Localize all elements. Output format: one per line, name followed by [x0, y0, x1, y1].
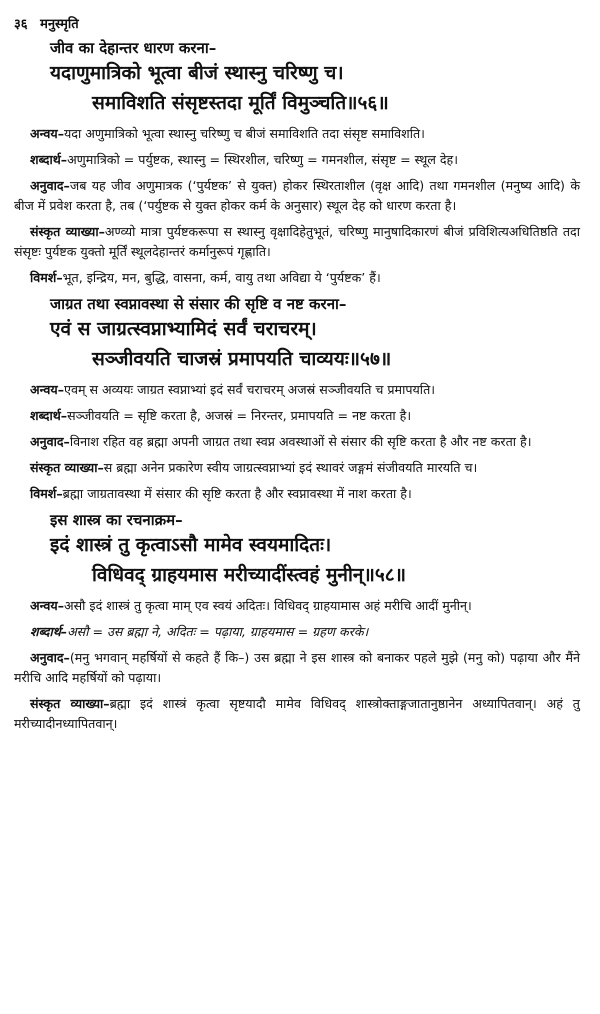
paragraph-text: ब्रह्मा जाग्रतावस्था में संसार की सृष्टि करता है और स्वप्नावस्था में नाश करता है। [62, 486, 412, 501]
sanskrit-vyakhya-paragraph [14, 222, 580, 262]
sanskrit-vyakhya-paragraph [14, 458, 580, 478]
verse-line: समाविशति संसृष्टस्तदा मूर्तिं विमुञ्चति॥५६॥ [92, 92, 389, 114]
shabdarth-paragraph [14, 622, 580, 642]
paragraph-text: असौ इदं शास्त्रं तु कृत्वा माम् एव स्वयं अदितः। विधिवद् ग्राहयामास अहं मरीचि आदीं मुनीन्। [64, 598, 472, 613]
paragraph-label: विमर्श– [30, 486, 63, 501]
section-58 [14, 510, 580, 734]
paragraph-text: एवम् स अव्ययः जाग्रत स्वप्नाभ्यां इदं सर्वं चराचरम् अजस्रं सञ्जीवयति च प्रमापयति। [64, 382, 436, 397]
paragraph-label: अनुवाद– [30, 650, 70, 665]
section-56 [14, 38, 580, 288]
verse-line: यदाणुमात्रिको भूत्वा बीजं स्थास्नु चरिष्णु च। [50, 62, 344, 84]
shloka-verse [14, 530, 580, 590]
section-heading: जीव का देहान्तर धारण करना– [50, 39, 217, 57]
paragraph-text: अण्व्यो मात्रा पुर्यष्टकरूपा स स्थास्नु वृक्षादिहेतुभूतं, चरिष्णु मानुषादिकारणं बीजं प्रविशित्यअधितिष्ठति तदा संसृष्टः पुर्यष्टक युक्तो मूर्तिं स्थूलदेहान्तरं कर्मानुरूपं गृह्णाति। [14, 224, 580, 259]
verse-line: विधिवद् ग्राहयमास मरीच्यादींस्त्वहं मुनीन्॥५८॥ [92, 564, 406, 586]
paragraph-label: अन्वय– [30, 598, 64, 613]
paragraph-text: ब्रह्मा इदं शास्त्रं कृत्वा सृष्टयादौ मामेव विधिवद् शास्त्रोक्ताङ्गजातानुष्ठानेन अध्यापितवान्। अहं तु मरीच्यादीनध्यापितवान्। [14, 696, 580, 731]
section-57 [14, 294, 580, 504]
paragraph-label: संस्कृत व्याख्या– [30, 224, 105, 239]
vimarsh-paragraph [14, 268, 580, 288]
paragraph-label: अन्वय– [30, 126, 64, 141]
paragraph-text: विनाश रहित वह ब्रह्मा अपनी जाग्रत तथा स्वप्न अवस्थाओं से संसार की सृष्टि करता है और नष्ट करता है। [69, 434, 532, 449]
paragraph-label: संस्कृत व्याख्या– [30, 696, 110, 711]
paragraph-label: विमर्श– [30, 270, 63, 285]
anuvad-paragraph [14, 648, 580, 688]
paragraph-label: शब्दार्थ– [30, 624, 68, 639]
page-number: ३६ [14, 17, 28, 32]
anvaya-paragraph [14, 380, 580, 400]
anuvad-paragraph [14, 432, 580, 452]
sanskrit-vyakhya-paragraph [14, 694, 580, 734]
shloka-verse [14, 314, 580, 374]
anvaya-paragraph [14, 124, 580, 144]
paragraph-label: शब्दार्थ– [30, 408, 68, 423]
section-heading: जाग्रत तथा स्वप्नावस्था से संसार की सृष्टि व नष्ट करना– [50, 295, 347, 313]
page-header [14, 14, 580, 32]
paragraph-text: (मनु भगवान् महर्षियों से कहते हैं कि–) उस ब्रह्मा ने इस शास्त्र को बनाकर पहले मुझे (मनु को) पढ़ाया और मैंने मरीचि आदि महर्षियों को पढ़ाया। [14, 650, 580, 685]
paragraph-text: जब यह जीव अणुमात्रक (‘पुर्यष्टक’ से युक्त) होकर स्थिरताशील (वृक्ष आदि) तथा गमनशील (मनुष्य आदि) के बीज में प्रवेश करता है, तब (‘पर्युष्टक से युक्त होकर कर्म के अनुसार) स्थूल देह को धारण करता है। [14, 178, 580, 213]
verse-line: सञ्जीवयति चाजस्रं प्रमापयति चाव्ययः॥५७॥ [92, 348, 392, 370]
paragraph-text: भूत, इन्द्रिय, मन, बुद्धि, वासना, कर्म, वायु तथा अविद्या ये ‘पुर्यष्टक’ हैं। [62, 270, 381, 285]
shabdarth-paragraph [14, 150, 580, 170]
paragraph-label: संस्कृत व्याख्या– [30, 460, 104, 475]
paragraph-text: असौ = उस ब्रह्मा ने, अदितः = पढ़ाया, ग्राहयमास = ग्रहण करके। [67, 624, 369, 639]
verse-line: इदं शास्त्रं तु कृत्वाऽसौ मामेव स्वयमादितः। [50, 534, 332, 556]
paragraph-label: शब्दार्थ– [30, 152, 68, 167]
shabdarth-paragraph [14, 406, 580, 426]
shloka-verse [14, 58, 580, 118]
paragraph-text: स ब्रह्मा अनेन प्रकारेण स्वीय जाग्रत्स्वप्नाभ्यां इदं स्थावरं जङ्गमं संजीवयति मारयति च। [103, 460, 478, 475]
verse-line: एवं स जाग्रत्स्वप्नाभ्यामिदं सर्वं चराचरम्। [50, 318, 317, 340]
anuvad-paragraph [14, 176, 580, 216]
paragraph-text: सञ्जीवयति = सृष्टि करता है, अजस्रं = निरन्तर, प्रमापयति = नष्ट करता है। [67, 408, 412, 423]
book-title: मनुस्मृति [40, 17, 79, 32]
vimarsh-paragraph [14, 484, 580, 504]
paragraph-label: अनुवाद– [30, 434, 70, 449]
section-heading: इस शास्त्र का रचनाक्रम– [50, 511, 183, 529]
paragraph-text: यदा अणुमात्रिको भूत्वा स्थास्नु चरिष्णु च बीजं समाविशति तदा संसृष्ट समाविशति। [64, 126, 425, 141]
anvaya-paragraph [14, 596, 580, 616]
paragraph-label: अनुवाद– [30, 178, 70, 193]
paragraph-text: अणुमात्रिको = पर्युष्टक, स्थास्नु = स्थिरशील, चरिष्णु = गमनशील, संसृष्ट = स्थूल देह। [67, 152, 459, 167]
paragraph-label: अन्वय– [30, 382, 64, 397]
